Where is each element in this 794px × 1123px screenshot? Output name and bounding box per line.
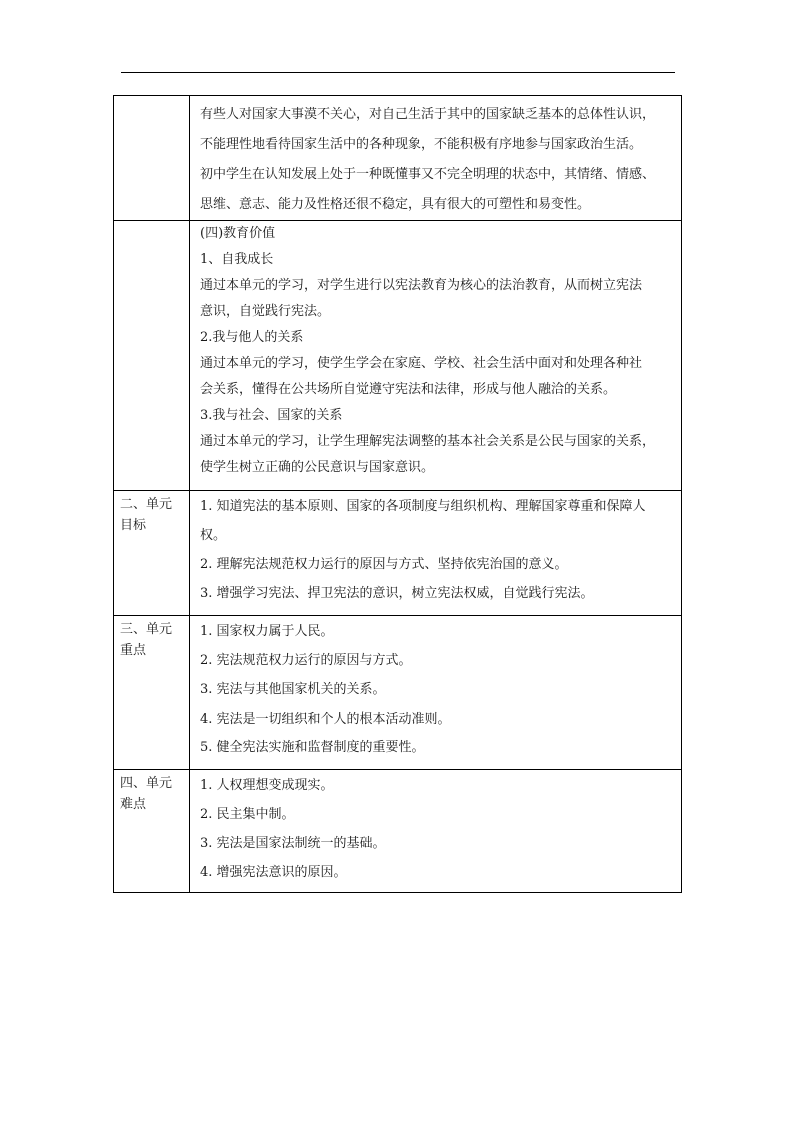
education-content: [190, 221, 682, 491]
paragraph-line: 通过本单元的学习，让学生理解宪法调整的基本社会关系是公民与国家的关系，: [200, 434, 656, 449]
goal-line: 2. 理解宪法规范权力运行的原因与方式、坚持依宪治国的意义。: [200, 557, 568, 572]
subheading: 1、自我成长: [200, 252, 274, 267]
key-point-line: 1. 国家权力属于人民。: [200, 624, 334, 639]
subheading: 2.我与他人的关系: [200, 330, 304, 345]
difficulty-line: 4. 增强宪法意识的原因。: [200, 865, 347, 880]
paragraph-line: 使学生树立正确的公民意识与国家意识。: [200, 460, 435, 475]
difficulty-line: 1. 人权理想变成现实。: [200, 778, 334, 793]
key-point-line: 4. 宪法是一切组织和个人的根本活动准则。: [200, 712, 451, 727]
goals-content: [190, 491, 682, 616]
table-row-difficulties: [114, 770, 682, 893]
table-row-education-value: [114, 221, 682, 491]
difficulty-line: 3. 宪法是国家法制统一的基础。: [200, 836, 386, 851]
row-label-goals: [114, 491, 190, 616]
paragraph-line: 会关系，懂得在公共场所自觉遵守宪法和法律，形成与他人融洽的关系。: [200, 382, 617, 397]
label-line: 三、单元: [120, 622, 173, 637]
background-line: 初中学生在认知发展上处于一种既懂事又不完全明理的状态中，其情绪、情感、: [200, 167, 656, 182]
table-row-background: [114, 96, 682, 221]
goal-line: 3. 增强学习宪法、捍卫宪法的意识，树立宪法权威，自觉践行宪法。: [200, 586, 594, 601]
background-content: [190, 96, 682, 221]
label-line: 目标: [120, 518, 147, 533]
label-line: 四、单元: [120, 776, 173, 791]
paragraph-line: 通过本单元的学习，对学生进行以宪法教育为核心的法治教育，从而树立宪法: [200, 278, 643, 293]
subheading: 3.我与社会、国家的关系: [200, 408, 343, 423]
row-label-key-points: [114, 616, 190, 770]
background-line: 思维、意志、能力及性格还很不稳定，具有很大的可塑性和易变性。: [200, 197, 591, 212]
paragraph-line: 通过本单元的学习，使学生学会在家庭、学校、社会生活中面对和处理各种社: [200, 356, 643, 371]
key-point-line: 5. 健全宪法实施和监督制度的重要性。: [200, 740, 425, 755]
section-heading: (四)教育价值: [200, 226, 276, 241]
goal-line: 1. 知道宪法的基本原则、国家的各项制度与组织机构、理解国家尊重和保障人: [200, 499, 646, 514]
table-row-unit-goals: [114, 491, 682, 616]
key-points-content: [190, 616, 682, 770]
paragraph-line: 意识，自觉践行宪法。: [200, 304, 331, 319]
label-line: 重点: [120, 643, 147, 658]
row-label-difficulties: [114, 770, 190, 893]
background-line: 不能理性地看待国家生活中的各种现象，不能积极有序地参与国家政治生活。: [200, 137, 643, 152]
key-point-line: 2. 宪法规范权力运行的原因与方式。: [200, 653, 412, 668]
row-label-empty: [114, 221, 190, 491]
unit-plan-table: [113, 95, 682, 893]
difficulty-line: 2. 民主集中制。: [200, 807, 295, 822]
label-line: 二、单元: [120, 497, 173, 512]
row-label-empty: [114, 96, 190, 221]
difficulties-content: [190, 770, 682, 893]
header-rule: [121, 72, 675, 73]
table-row-key-points: [114, 616, 682, 770]
label-line: 难点: [120, 797, 147, 812]
background-line: 有些人对国家大事漠不关心，对自己生活于其中的国家缺乏基本的总体性认识，: [200, 107, 656, 122]
key-point-line: 3. 宪法与其他国家机关的关系。: [200, 682, 386, 697]
goal-line: 权。: [200, 528, 227, 543]
